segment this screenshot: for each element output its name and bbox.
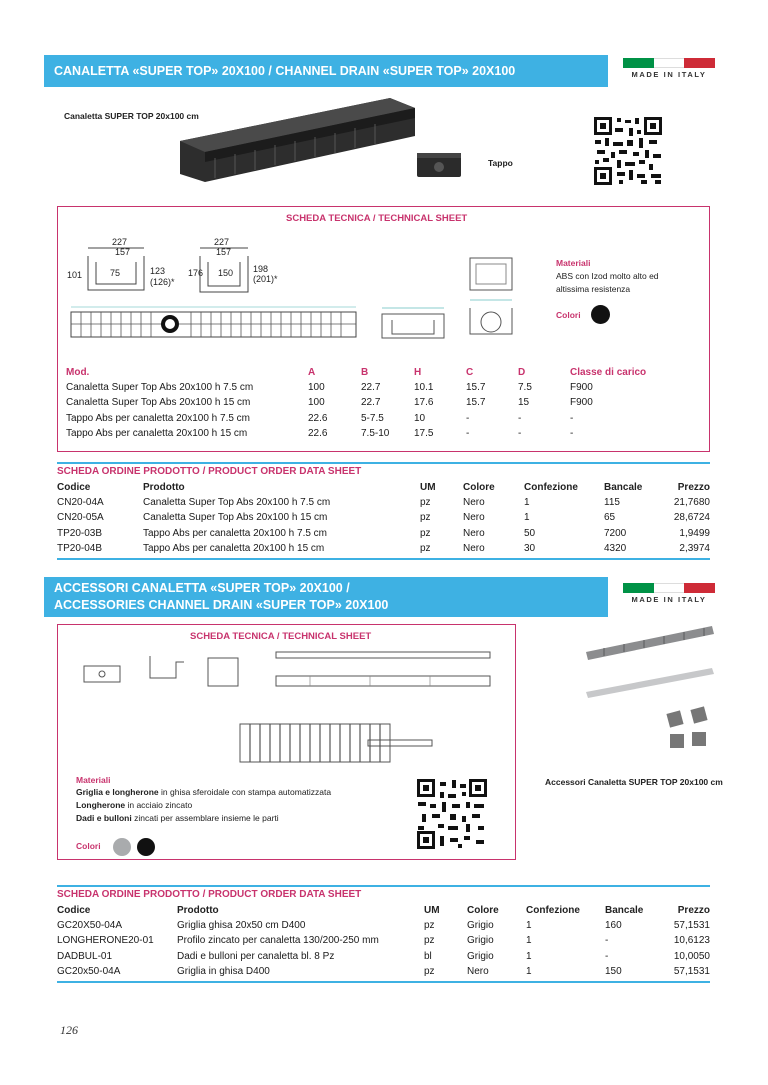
cell: 1,9499 [679, 527, 710, 539]
table-row [66, 380, 666, 395]
cell: Griglia in ghisa D400 [177, 965, 270, 977]
cell: pz [424, 935, 435, 947]
product-label: Canaletta SUPER TOP 20x100 cm [64, 111, 199, 121]
section2-banner-line1: ACCESSORI CANALETTA «SUPER TOP» 20X100 / [54, 581, 350, 595]
divider [57, 981, 710, 983]
cell: pz [420, 497, 431, 509]
cell: - [518, 427, 522, 439]
cell: 21,7680 [673, 497, 710, 509]
dim-101: 101 [67, 270, 83, 280]
made-in-italy-badge [623, 583, 715, 604]
cell: Canaletta Super Top Abs 20x100 h 15 cm [66, 397, 251, 409]
cell: Canaletta Super Top Abs 20x100 h 7.5 cm [143, 497, 331, 509]
col-mod: Mod. [66, 367, 90, 379]
dim-123: 123 [150, 266, 166, 276]
cell: 150 [605, 965, 622, 977]
col-h: H [414, 367, 422, 379]
cell: 10,0050 [673, 950, 710, 962]
cell: F900 [570, 382, 593, 394]
col-um: UM [420, 482, 436, 494]
col-um: UM [424, 905, 440, 917]
cell: TP20-03B [57, 527, 103, 539]
cell: 115 [604, 497, 620, 509]
table-row [57, 918, 710, 933]
order-table [57, 903, 710, 979]
cell: 15.7 [466, 397, 486, 409]
cell: 10.1 [414, 382, 434, 394]
table-row [57, 510, 710, 525]
cell: 1 [526, 935, 532, 947]
cell: Tappo Abs per canaletta 20x100 h 7.5 cm [66, 412, 251, 424]
table-row [57, 526, 710, 541]
table-row [66, 411, 666, 426]
cell: CN20-04A [57, 497, 104, 509]
made-in-italy-text: MADE IN ITALY [631, 595, 707, 604]
cell: Grigio [467, 920, 494, 932]
cell: 30 [524, 542, 536, 554]
material-item [76, 799, 376, 812]
cap-label: Tappo [488, 158, 513, 168]
cell: Grigio [467, 950, 494, 962]
cell: pz [424, 920, 435, 932]
cell: pz [420, 527, 431, 539]
cell: 5-7.5 [361, 412, 384, 424]
accessories-image [584, 620, 716, 760]
technical-sheet-title: SCHEDA TECNICA / TECHNICAL SHEET [190, 631, 372, 642]
cell: GC20X50-04A [57, 920, 123, 932]
cell: LONGHERONE20-01 [57, 935, 154, 947]
cell: 15 [518, 397, 530, 409]
cell: - [466, 412, 470, 424]
longitudinal-drawing [66, 302, 366, 342]
cell: 15.7 [466, 382, 486, 394]
cell: 17.5 [414, 427, 434, 439]
table-row [57, 541, 710, 556]
cell: 10 [414, 412, 426, 424]
col-d: D [518, 367, 526, 379]
section2-banner [44, 577, 608, 617]
cell: Grigio [467, 935, 494, 947]
channel-drain-image [175, 96, 420, 186]
dim-126: (126)* [150, 277, 175, 287]
cell: 17.6 [414, 397, 434, 409]
cell: - [605, 935, 609, 947]
divider [57, 462, 710, 464]
materials-text: ABS con Izod molto alto ed altissima resistenza [556, 271, 659, 294]
dim-198: 198 [253, 264, 269, 274]
cell: Nero [463, 497, 485, 509]
cell: - [570, 427, 574, 439]
cell: pz [420, 512, 431, 524]
order-table [57, 480, 710, 556]
cell: Dadi e bulloni per canaletta bl. 8 Pz [177, 950, 335, 962]
cell: Nero [463, 512, 485, 524]
cap-image [415, 151, 463, 181]
order-table-header [57, 480, 710, 495]
col-b: B [361, 367, 369, 379]
cell: - [570, 412, 574, 424]
cell: 22.6 [308, 412, 328, 424]
cell: 57,1531 [673, 920, 710, 932]
qr-code-icon [416, 778, 488, 850]
colors-title: Colori [556, 310, 581, 320]
col-product: Prodotto [177, 905, 219, 917]
cell: - [605, 950, 609, 962]
material-name: Griglia e longherone [76, 787, 159, 797]
col-pallet: Bancale [605, 905, 644, 917]
colors-title: Colori [76, 841, 101, 851]
cell: Profilo zincato per canaletta 130/200-250 mm [177, 935, 379, 947]
col-a: A [308, 367, 316, 379]
material-desc: zincati per assemblare insieme le parti [131, 813, 279, 823]
qr-code-icon [593, 116, 663, 186]
col-color: Colore [467, 905, 499, 917]
cell: GC20x50-04A [57, 965, 121, 977]
cell: 7.5-10 [361, 427, 390, 439]
dim-227: 227 [112, 237, 128, 247]
col-code: Codice [57, 482, 91, 494]
cell: Canaletta Super Top Abs 20x100 h 15 cm [143, 512, 328, 524]
col-c: C [466, 367, 474, 379]
col-product: Prodotto [143, 482, 185, 494]
cell: 22.6 [308, 427, 328, 439]
italy-flag-icon [623, 583, 715, 593]
material-name: Longherone [76, 800, 126, 810]
col-color: Colore [463, 482, 495, 494]
section1-banner [44, 55, 608, 87]
made-in-italy-badge [623, 58, 715, 79]
cap-drawing [464, 248, 524, 358]
cell: - [518, 412, 522, 424]
accessories-drawings [80, 648, 500, 778]
model-table-header [66, 365, 666, 380]
cell: 1 [526, 920, 532, 932]
divider [57, 558, 710, 560]
col-pack: Confezione [526, 905, 580, 917]
material-item [76, 812, 376, 825]
accessories-label: Accessori Canaletta SUPER TOP 20x100 cm [545, 777, 723, 787]
col-code: Codice [57, 905, 91, 917]
materials-list [76, 786, 376, 825]
cell: 10,6123 [673, 935, 710, 947]
dim-150: 150 [218, 268, 234, 278]
technical-sheet-title: SCHEDA TECNICA / TECHNICAL SHEET [286, 213, 468, 224]
cell: 7.5 [518, 382, 532, 394]
table-row [57, 495, 710, 510]
cell: 57,1531 [673, 965, 710, 977]
cell: bl [424, 950, 432, 962]
cell: 7200 [604, 527, 627, 539]
table-row [57, 933, 710, 948]
table-row [66, 426, 666, 441]
cell: Nero [463, 527, 485, 539]
cell: 1 [524, 512, 530, 524]
cell: Tappo Abs per canaletta 20x100 h 15 cm [66, 427, 248, 439]
section2-banner-line2: ACCESSORIES CHANNEL DRAIN «SUPER TOP» 20X100 [54, 598, 389, 612]
cell: Canaletta Super Top Abs 20x100 h 7.5 cm [66, 382, 254, 394]
dim-157b: 157 [216, 247, 232, 257]
dim-176: 176 [188, 268, 204, 278]
col-price: Prezzo [677, 482, 710, 494]
divider [57, 885, 710, 887]
dim-227b: 227 [214, 237, 230, 247]
cell: 50 [524, 527, 536, 539]
cell: TP20-04B [57, 542, 103, 554]
cell: 65 [604, 512, 616, 524]
order-table-header [57, 903, 710, 918]
side-drawing [378, 300, 448, 345]
col-price: Prezzo [677, 905, 710, 917]
cell: F900 [570, 397, 593, 409]
cell: 2,3974 [679, 542, 710, 554]
page-number: 126 [60, 1023, 78, 1037]
cell: 1 [526, 950, 532, 962]
cell: 1 [524, 497, 530, 509]
cell: 4320 [604, 542, 627, 554]
model-table [66, 365, 666, 441]
cell: 22.7 [361, 397, 381, 409]
dim-157: 157 [115, 247, 131, 257]
cell: 22.7 [361, 382, 381, 394]
material-desc: in ghisa sferoidale con stampa automatizzata [158, 787, 332, 797]
dim-75: 75 [110, 268, 121, 278]
cell: 28,6724 [673, 512, 710, 524]
cell: Nero [463, 542, 485, 554]
cell: Griglia ghisa 20x50 cm D400 [177, 920, 306, 932]
italy-flag-icon [623, 58, 715, 68]
cell: pz [424, 965, 435, 977]
table-row [66, 395, 666, 410]
cell: 160 [605, 920, 622, 932]
section1-banner-text: CANALETTA «SUPER TOP» 20X100 / CHANNEL DRAIN «SUPER TOP» 20X100 [54, 64, 516, 78]
col-load-class: Classe di carico [570, 367, 647, 379]
col-pack: Confezione [524, 482, 578, 494]
cell: 1 [526, 965, 532, 977]
order-sheet-title: SCHEDA ORDINE PRODOTTO / PRODUCT ORDER DATA SHEET [57, 466, 362, 477]
cell: - [466, 427, 470, 439]
material-name: Dadi e bulloni [76, 813, 132, 823]
cell: DADBUL-01 [57, 950, 113, 962]
materials-title: Materiali [76, 775, 111, 785]
cell: CN20-05A [57, 512, 104, 524]
table-row [57, 964, 710, 979]
color-swatch-black [137, 838, 155, 856]
material-item [76, 786, 376, 799]
col-pallet: Bancale [604, 482, 643, 494]
cell: Nero [467, 965, 489, 977]
cell: 100 [308, 382, 325, 394]
cell: Tappo Abs per canaletta 20x100 h 7.5 cm [143, 527, 328, 539]
cell: Tappo Abs per canaletta 20x100 h 15 cm [143, 542, 325, 554]
dim-201: (201)* [253, 274, 278, 284]
cross-section-drawing [66, 234, 366, 300]
made-in-italy-text: MADE IN ITALY [631, 70, 707, 79]
color-swatch-grey [113, 838, 131, 856]
materials-title: Materiali [556, 258, 591, 268]
color-swatch-black [591, 305, 610, 324]
material-desc: in acciaio zincato [125, 800, 193, 810]
order-sheet-title: SCHEDA ORDINE PRODOTTO / PRODUCT ORDER DATA SHEET [57, 889, 362, 900]
table-row [57, 949, 710, 964]
cell: 100 [308, 397, 325, 409]
cell: pz [420, 542, 431, 554]
